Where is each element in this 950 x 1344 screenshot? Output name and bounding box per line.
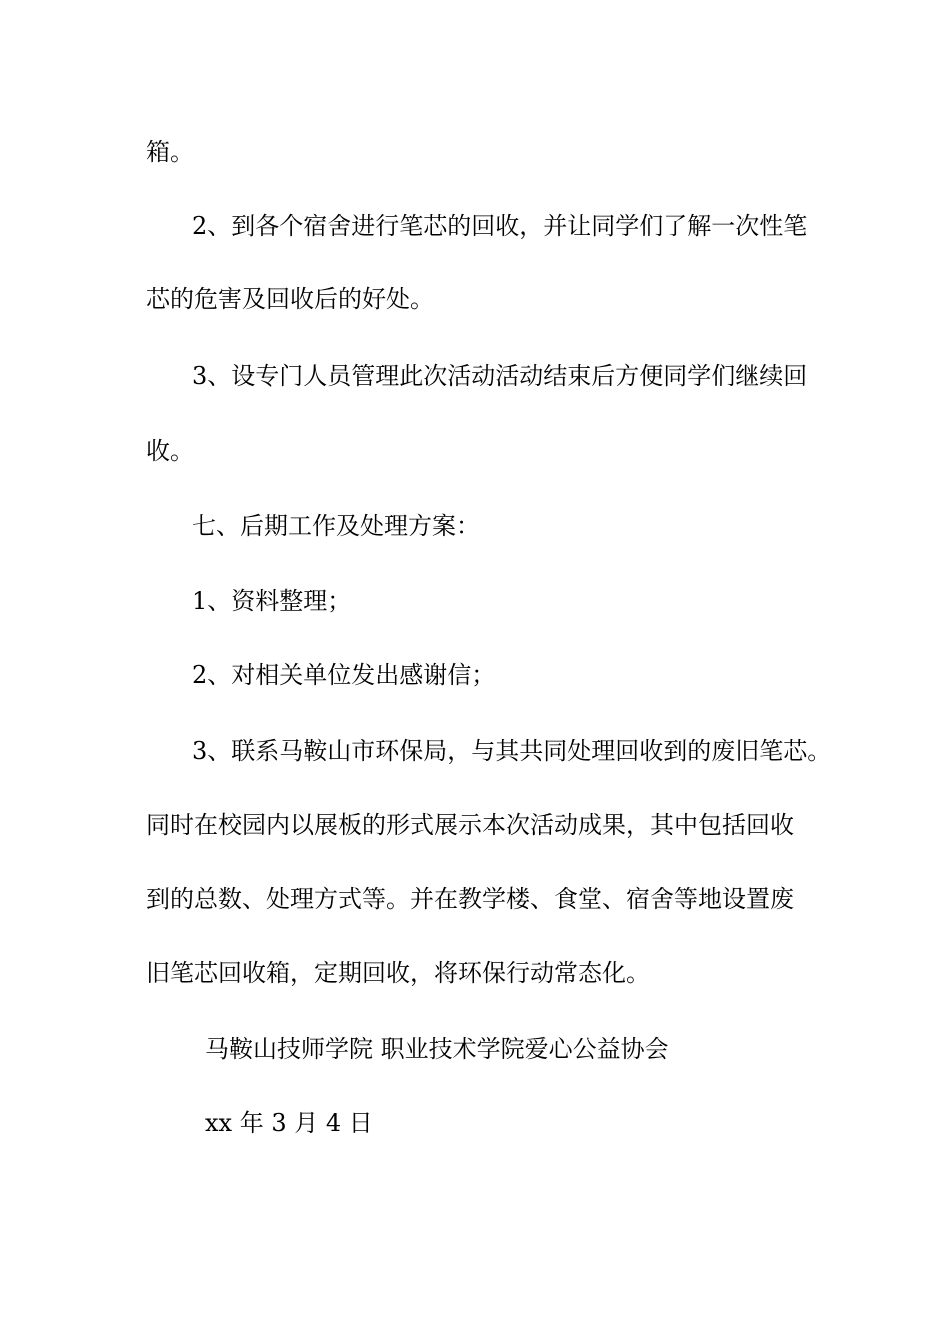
list-item: 2、对相关单位发出感谢信； [192, 661, 496, 689]
paragraph-line: 到的总数、处理方式等。并在教学楼、食堂、宿舍等地设置废 [146, 885, 794, 913]
paragraph-line: 3、设专门人员管理此次活动活动结束后方便同学们继续回 [192, 362, 808, 390]
paragraph-line: 旧笔芯回收箱，定期回收，将环保行动常态化。 [146, 959, 650, 987]
paragraph-line: 箱。 [146, 138, 194, 166]
paragraph-line: 收。 [146, 437, 194, 465]
paragraph-line: 同时在校园内以展板的形式展示本次活动成果，其中包括回收 [146, 811, 794, 839]
paragraph-line: 2、到各个宿舍进行笔芯的回收，并让同学们了解一次性笔 [192, 212, 808, 240]
section-heading: 七、后期工作及处理方案： [192, 512, 480, 540]
signature-organization: 马鞍山技师学院 职业技术学院爱心公益协会 [205, 1035, 669, 1063]
list-item: 3、联系马鞍山市环保局，与其共同处理回收到的废旧笔芯。 [192, 737, 832, 765]
signature-date: xx 年 3 月 4 日 [205, 1109, 373, 1137]
paragraph-line: 芯的危害及回收后的好处。 [146, 285, 434, 313]
list-item: 1、资料整理； [192, 587, 352, 615]
